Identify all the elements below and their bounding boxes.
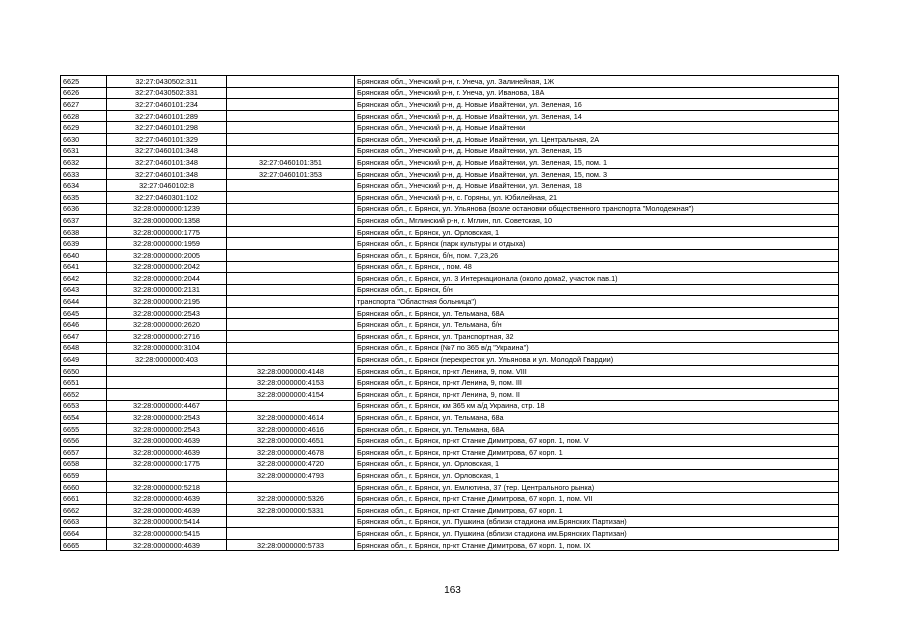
table-row bbox=[61, 168, 839, 180]
table-row bbox=[61, 470, 839, 482]
cadastral-number-cell: 32:27:0460101:329 bbox=[107, 133, 227, 145]
address-cell: Брянская обл., г. Брянск (№7 по 365 в/д "Украина") bbox=[355, 342, 839, 354]
row-number-cell: 6659 bbox=[61, 470, 107, 482]
table-row bbox=[61, 87, 839, 99]
cadastral-number-cell: 32:28:0000000:4639 bbox=[107, 539, 227, 551]
cadastral-number-cell: 32:28:0000000:2543 bbox=[107, 423, 227, 435]
row-number-cell: 6645 bbox=[61, 307, 107, 319]
table-row bbox=[61, 389, 839, 401]
table-row bbox=[61, 249, 839, 261]
cadastral-number-cell: 32:28:0000000:4639 bbox=[107, 493, 227, 505]
table-row bbox=[61, 284, 839, 296]
address-cell: Брянская обл., г. Брянск, пр-кт Станке Димитрова, 67 корп. 1, пом. VII bbox=[355, 493, 839, 505]
parent-cadastral-number-cell: 32:28:0000000:4720 bbox=[227, 458, 355, 470]
cadastral-number-cell: 32:28:0000000:4639 bbox=[107, 435, 227, 447]
cadastral-number-cell: 32:28:0000000:4639 bbox=[107, 504, 227, 516]
parent-cadastral-number-cell bbox=[227, 261, 355, 273]
cadastral-number-cell: 32:28:0000000:1775 bbox=[107, 226, 227, 238]
cadastral-number-cell: 32:27:0460101:348 bbox=[107, 168, 227, 180]
address-cell: Брянская обл., г. Брянск, пр-кт Ленина, 9, пом. II bbox=[355, 389, 839, 401]
address-cell: Брянская обл., Мглинский р-н, г. Мглин, пл. Советская, 10 bbox=[355, 215, 839, 227]
address-cell: Брянская обл., Унечский р-н, д. Новые Ивайтенки, ул. Зеленая, 16 bbox=[355, 99, 839, 111]
cadastral-number-cell: 32:28:0000000:2543 bbox=[107, 412, 227, 424]
cadastral-number-cell: 32:28:0000000:1959 bbox=[107, 238, 227, 250]
address-cell: Брянская обл., г. Брянск, б/н bbox=[355, 284, 839, 296]
cadastral-number-cell bbox=[107, 470, 227, 482]
row-number-cell: 6664 bbox=[61, 528, 107, 540]
cadastral-number-cell bbox=[107, 389, 227, 401]
table-row bbox=[61, 110, 839, 122]
parent-cadastral-number-cell bbox=[227, 110, 355, 122]
parent-cadastral-number-cell bbox=[227, 145, 355, 157]
cadastral-number-cell: 32:28:0000000:1358 bbox=[107, 215, 227, 227]
parent-cadastral-number-cell: 32:28:0000000:5331 bbox=[227, 504, 355, 516]
table-row bbox=[61, 145, 839, 157]
parent-cadastral-number-cell: 32:28:0000000:4614 bbox=[227, 412, 355, 424]
row-number-cell: 6633 bbox=[61, 168, 107, 180]
address-cell: Брянская обл., г. Брянск, ул. Пушкина (вблизи стадиона им.Брянских Партизан) bbox=[355, 516, 839, 528]
table-row bbox=[61, 447, 839, 459]
row-number-cell: 6656 bbox=[61, 435, 107, 447]
address-cell: Брянская обл., г. Брянск, ул. Тельмана, б/н bbox=[355, 319, 839, 331]
table-row bbox=[61, 365, 839, 377]
row-number-cell: 6657 bbox=[61, 447, 107, 459]
row-number-cell: 6647 bbox=[61, 331, 107, 343]
parent-cadastral-number-cell bbox=[227, 400, 355, 412]
table-row bbox=[61, 122, 839, 134]
table-row bbox=[61, 528, 839, 540]
row-number-cell: 6631 bbox=[61, 145, 107, 157]
cadastral-number-cell: 32:27:0460101:348 bbox=[107, 157, 227, 169]
cadastral-number-cell: 32:28:0000000:2543 bbox=[107, 307, 227, 319]
address-cell: Брянская обл., Унечский р-н, д. Новые Ивайтенки, ул. Зеленая, 15, пом. 3 bbox=[355, 168, 839, 180]
row-number-cell: 6655 bbox=[61, 423, 107, 435]
cadastral-number-cell: 32:28:0000000:5415 bbox=[107, 528, 227, 540]
parent-cadastral-number-cell bbox=[227, 180, 355, 192]
parent-cadastral-number-cell: 32:27:0460101:351 bbox=[227, 157, 355, 169]
row-number-cell: 6635 bbox=[61, 191, 107, 203]
address-cell: Брянская обл., г. Брянск, пр-кт Станке Димитрова, 67 корп. 1, пом. V bbox=[355, 435, 839, 447]
parent-cadastral-number-cell: 32:27:0460101:353 bbox=[227, 168, 355, 180]
address-cell: Брянская обл., г. Брянск, пр-кт Станке Димитрова, 67 корп. 1, пом. IX bbox=[355, 539, 839, 551]
table-row bbox=[61, 331, 839, 343]
parent-cadastral-number-cell: 32:28:0000000:4153 bbox=[227, 377, 355, 389]
address-cell: Брянская обл., Унечский р-н, д. Новые Ивайтенки, ул. Зеленая, 15 bbox=[355, 145, 839, 157]
address-cell: Брянская обл., г. Брянск, ул. Ульянова (возле остановки общественного транспорта "Молодежная") bbox=[355, 203, 839, 215]
parent-cadastral-number-cell bbox=[227, 122, 355, 134]
row-number-cell: 6642 bbox=[61, 273, 107, 285]
parent-cadastral-number-cell bbox=[227, 296, 355, 308]
parent-cadastral-number-cell bbox=[227, 191, 355, 203]
address-cell: Брянская обл., г. Брянск, ул. Тельмана, 68А bbox=[355, 307, 839, 319]
row-number-cell: 6654 bbox=[61, 412, 107, 424]
cadastral-number-cell: 32:28:0000000:2195 bbox=[107, 296, 227, 308]
parent-cadastral-number-cell bbox=[227, 354, 355, 366]
address-cell: Брянская обл., Унечский р-н, д. Новые Ивайтенки, ул. Зеленая, 18 bbox=[355, 180, 839, 192]
table-row bbox=[61, 435, 839, 447]
table-row bbox=[61, 319, 839, 331]
table-row bbox=[61, 516, 839, 528]
table-row bbox=[61, 191, 839, 203]
row-number-cell: 6653 bbox=[61, 400, 107, 412]
parent-cadastral-number-cell bbox=[227, 331, 355, 343]
row-number-cell: 6660 bbox=[61, 481, 107, 493]
table-row bbox=[61, 400, 839, 412]
cadastral-number-cell: 32:27:0430502:311 bbox=[107, 76, 227, 88]
table-row bbox=[61, 458, 839, 470]
table-row bbox=[61, 226, 839, 238]
row-number-cell: 6662 bbox=[61, 504, 107, 516]
row-number-cell: 6638 bbox=[61, 226, 107, 238]
parent-cadastral-number-cell bbox=[227, 319, 355, 331]
row-number-cell: 6661 bbox=[61, 493, 107, 505]
address-cell: Брянская обл., г. Брянск, ул. Орловская, 1 bbox=[355, 470, 839, 482]
address-cell: Брянская обл., г. Брянск, пр-кт Ленина, 9, пом. VIII bbox=[355, 365, 839, 377]
table-row bbox=[61, 133, 839, 145]
cadastral-number-cell: 32:28:0000000:2005 bbox=[107, 249, 227, 261]
cadastral-number-cell: 32:27:0460301:102 bbox=[107, 191, 227, 203]
cadastral-number-cell: 32:27:0460101:348 bbox=[107, 145, 227, 157]
address-cell: Брянская обл., г. Брянск, ул. 3 Интернационала (около дома2, участок пав.1) bbox=[355, 273, 839, 285]
table-row bbox=[61, 342, 839, 354]
row-number-cell: 6636 bbox=[61, 203, 107, 215]
address-cell: Брянская обл., г. Брянск, пр-кт Станке Димитрова, 67 корп. 1 bbox=[355, 504, 839, 516]
table-row bbox=[61, 261, 839, 273]
parent-cadastral-number-cell bbox=[227, 203, 355, 215]
property-register-table bbox=[60, 75, 839, 551]
parent-cadastral-number-cell: 32:28:0000000:4793 bbox=[227, 470, 355, 482]
address-cell: Брянская обл., г. Брянск, ул. Транспортная, 32 bbox=[355, 331, 839, 343]
cadastral-number-cell: 32:28:0000000:403 bbox=[107, 354, 227, 366]
row-number-cell: 6634 bbox=[61, 180, 107, 192]
row-number-cell: 6644 bbox=[61, 296, 107, 308]
cadastral-number-cell bbox=[107, 365, 227, 377]
parent-cadastral-number-cell bbox=[227, 238, 355, 250]
cadastral-number-cell: 32:28:0000000:1775 bbox=[107, 458, 227, 470]
parent-cadastral-number-cell bbox=[227, 133, 355, 145]
cadastral-number-cell: 32:28:0000000:5218 bbox=[107, 481, 227, 493]
parent-cadastral-number-cell: 32:28:0000000:4678 bbox=[227, 447, 355, 459]
register-table-body bbox=[61, 76, 839, 551]
row-number-cell: 6629 bbox=[61, 122, 107, 134]
parent-cadastral-number-cell bbox=[227, 215, 355, 227]
cadastral-number-cell: 32:28:0000000:2042 bbox=[107, 261, 227, 273]
cadastral-number-cell: 32:27:0460102:8 bbox=[107, 180, 227, 192]
address-cell: Брянская обл., Унечский р-н, г. Унеча, ул. Иванова, 18А bbox=[355, 87, 839, 99]
table-row bbox=[61, 180, 839, 192]
address-cell: Брянская обл., г. Брянск, ул. Пушкина (вблизи стадиона им.Брянских Партизан) bbox=[355, 528, 839, 540]
parent-cadastral-number-cell: 32:28:0000000:4154 bbox=[227, 389, 355, 401]
table-row bbox=[61, 481, 839, 493]
address-cell: Брянская обл., г. Брянск, пр-кт Станке Димитрова, 67 корп. 1 bbox=[355, 447, 839, 459]
table-row bbox=[61, 273, 839, 285]
cadastral-number-cell: 32:28:0000000:2716 bbox=[107, 331, 227, 343]
table-row bbox=[61, 307, 839, 319]
address-cell: Брянская обл., г. Брянск (перекресток ул. Ульянова и ул. Молодой Гвардии) bbox=[355, 354, 839, 366]
row-number-cell: 6637 bbox=[61, 215, 107, 227]
cadastral-number-cell: 32:28:0000000:4467 bbox=[107, 400, 227, 412]
parent-cadastral-number-cell: 32:28:0000000:4148 bbox=[227, 365, 355, 377]
cadastral-number-cell: 32:27:0460101:298 bbox=[107, 122, 227, 134]
table-row bbox=[61, 99, 839, 111]
table-row bbox=[61, 539, 839, 551]
cadastral-number-cell: 32:27:0460101:234 bbox=[107, 99, 227, 111]
table-row bbox=[61, 504, 839, 516]
address-cell: Брянская обл., г. Брянск, , пом. 48 bbox=[355, 261, 839, 273]
table-row bbox=[61, 423, 839, 435]
row-number-cell: 6663 bbox=[61, 516, 107, 528]
row-number-cell: 6649 bbox=[61, 354, 107, 366]
table-row bbox=[61, 203, 839, 215]
row-number-cell: 6648 bbox=[61, 342, 107, 354]
address-cell: Брянская обл., г. Брянск, ул. Тельмана, 68А bbox=[355, 423, 839, 435]
row-number-cell: 6627 bbox=[61, 99, 107, 111]
address-cell: Брянская обл., г. Брянск (парк культуры и отдыха) bbox=[355, 238, 839, 250]
table-row bbox=[61, 76, 839, 88]
row-number-cell: 6628 bbox=[61, 110, 107, 122]
address-cell: Брянская обл., г. Брянск, ул. Тельмана, 68а bbox=[355, 412, 839, 424]
row-number-cell: 6625 bbox=[61, 76, 107, 88]
parent-cadastral-number-cell bbox=[227, 99, 355, 111]
cadastral-number-cell: 32:28:0000000:3104 bbox=[107, 342, 227, 354]
row-number-cell: 6640 bbox=[61, 249, 107, 261]
cadastral-number-cell: 32:28:0000000:2044 bbox=[107, 273, 227, 285]
parent-cadastral-number-cell bbox=[227, 249, 355, 261]
row-number-cell: 6651 bbox=[61, 377, 107, 389]
address-cell: транспорта "Областная больница") bbox=[355, 296, 839, 308]
table-row bbox=[61, 412, 839, 424]
address-cell: Брянская обл., Унечский р-н, д. Новые Ивайтенки, ул. Зеленая, 15, пом. 1 bbox=[355, 157, 839, 169]
parent-cadastral-number-cell: 32:28:0000000:5326 bbox=[227, 493, 355, 505]
cadastral-number-cell: 32:28:0000000:1239 bbox=[107, 203, 227, 215]
table-row bbox=[61, 238, 839, 250]
address-cell: Брянская обл., г. Брянск, ул. Емлютина, 37 (тер. Центрального рынка) bbox=[355, 481, 839, 493]
row-number-cell: 6665 bbox=[61, 539, 107, 551]
parent-cadastral-number-cell bbox=[227, 342, 355, 354]
address-cell: Брянская обл., Унечский р-н, г. Унеча, ул. Залинейная, 1Ж bbox=[355, 76, 839, 88]
parent-cadastral-number-cell bbox=[227, 307, 355, 319]
address-cell: Брянская обл., Унечский р-н, с. Горяны, ул. Юбилейная, 21 bbox=[355, 191, 839, 203]
cadastral-number-cell: 32:27:0460101:289 bbox=[107, 110, 227, 122]
row-number-cell: 6626 bbox=[61, 87, 107, 99]
row-number-cell: 6632 bbox=[61, 157, 107, 169]
table-row bbox=[61, 296, 839, 308]
parent-cadastral-number-cell bbox=[227, 516, 355, 528]
address-cell: Брянская обл., г. Брянск, пр-кт Ленина, 9, пом. III bbox=[355, 377, 839, 389]
address-cell: Брянская обл., Унечский р-н, д. Новые Ивайтенки, ул. Зеленая, 14 bbox=[355, 110, 839, 122]
cadastral-number-cell: 32:28:0000000:2620 bbox=[107, 319, 227, 331]
cadastral-number-cell: 32:27:0430502:331 bbox=[107, 87, 227, 99]
row-number-cell: 6643 bbox=[61, 284, 107, 296]
address-cell: Брянская обл., Унечский р-н, д. Новые Ивайтенки, ул. Центральная, 2А bbox=[355, 133, 839, 145]
address-cell: Брянская обл., г. Брянск, км 365 км а/д Украина, стр. 18 bbox=[355, 400, 839, 412]
parent-cadastral-number-cell: 32:28:0000000:5733 bbox=[227, 539, 355, 551]
row-number-cell: 6650 bbox=[61, 365, 107, 377]
table-row bbox=[61, 157, 839, 169]
cadastral-number-cell bbox=[107, 377, 227, 389]
parent-cadastral-number-cell bbox=[227, 273, 355, 285]
parent-cadastral-number-cell: 32:28:0000000:4616 bbox=[227, 423, 355, 435]
row-number-cell: 6652 bbox=[61, 389, 107, 401]
parent-cadastral-number-cell bbox=[227, 284, 355, 296]
cadastral-number-cell: 32:28:0000000:5414 bbox=[107, 516, 227, 528]
parent-cadastral-number-cell bbox=[227, 76, 355, 88]
address-cell: Брянская обл., Унечский р-н, д. Новые Ивайтенки bbox=[355, 122, 839, 134]
cadastral-number-cell: 32:28:0000000:2131 bbox=[107, 284, 227, 296]
table-row bbox=[61, 493, 839, 505]
table-row bbox=[61, 354, 839, 366]
parent-cadastral-number-cell bbox=[227, 528, 355, 540]
table-row bbox=[61, 377, 839, 389]
parent-cadastral-number-cell bbox=[227, 87, 355, 99]
page-number: 163 bbox=[444, 585, 461, 596]
table-row bbox=[61, 215, 839, 227]
address-cell: Брянская обл., г. Брянск, ул. Орловская, 1 bbox=[355, 226, 839, 238]
parent-cadastral-number-cell bbox=[227, 481, 355, 493]
parent-cadastral-number-cell: 32:28:0000000:4651 bbox=[227, 435, 355, 447]
row-number-cell: 6658 bbox=[61, 458, 107, 470]
row-number-cell: 6641 bbox=[61, 261, 107, 273]
parent-cadastral-number-cell bbox=[227, 226, 355, 238]
row-number-cell: 6646 bbox=[61, 319, 107, 331]
row-number-cell: 6639 bbox=[61, 238, 107, 250]
address-cell: Брянская обл., г. Брянск, б/н, пом. 7,23,26 bbox=[355, 249, 839, 261]
row-number-cell: 6630 bbox=[61, 133, 107, 145]
address-cell: Брянская обл., г. Брянск, ул. Орловская, 1 bbox=[355, 458, 839, 470]
cadastral-number-cell: 32:28:0000000:4639 bbox=[107, 447, 227, 459]
